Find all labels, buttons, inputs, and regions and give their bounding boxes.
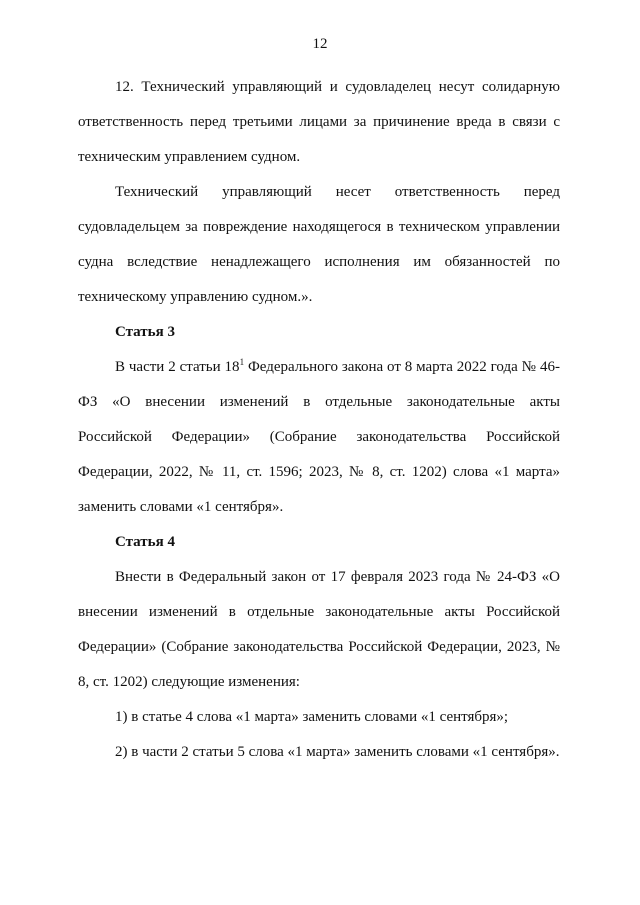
article-3-heading: Статья 3: [115, 324, 175, 340]
article-4-heading: Статья 4: [115, 534, 175, 550]
article-3-text: [78, 350, 560, 525]
article-3-text-rest: Федерального закона от 8 марта 2022 года № 46-ФЗ «О внесении изменений в отдельные законодательные акты Российской Федерации» (Собрание законодательства Российской Федерации, 2022, № 11, ст. 1596; 2023, № 8, ст. 1202) слова «1 марта» заменить словами «1 сентября».: [78, 359, 560, 515]
document-body: [78, 70, 560, 770]
paragraph-12-joint-liability: 12. Технический управляющий и судовладелец несут солидарную ответственность перед третьими лицами за причинение вреда в связи с техническим управлением судном.: [78, 79, 560, 165]
article-3-text-start: В части 2 статьи 18: [115, 359, 240, 375]
article-4-intro: Внести в Федеральный закон от 17 февраля 2023 года № 24-ФЗ «О внесении изменений в отдельные законодательные акты Российской Федерации» (Собрание законодательства Российской Федерации, 2023, № 8, ст. 1202) следующие изменения:: [78, 569, 560, 690]
article-4-item-2: 2) в части 2 статьи 5 слова «1 марта» заменить словами «1 сентября».: [115, 744, 560, 760]
page-number: 12: [312, 36, 328, 52]
paragraph-technical-manager-liability: Технический управляющий несет ответственность перед судовладельцем за повреждение находящегося в техническом управлении судна вследствие ненадлежащего исполнения им обязанностей по техническому управлению судном.».: [78, 184, 560, 305]
article-3-superscript: 1: [239, 357, 245, 367]
article-4-item-1: 1) в статье 4 слова «1 марта» заменить словами «1 сентября»;: [115, 709, 509, 725]
